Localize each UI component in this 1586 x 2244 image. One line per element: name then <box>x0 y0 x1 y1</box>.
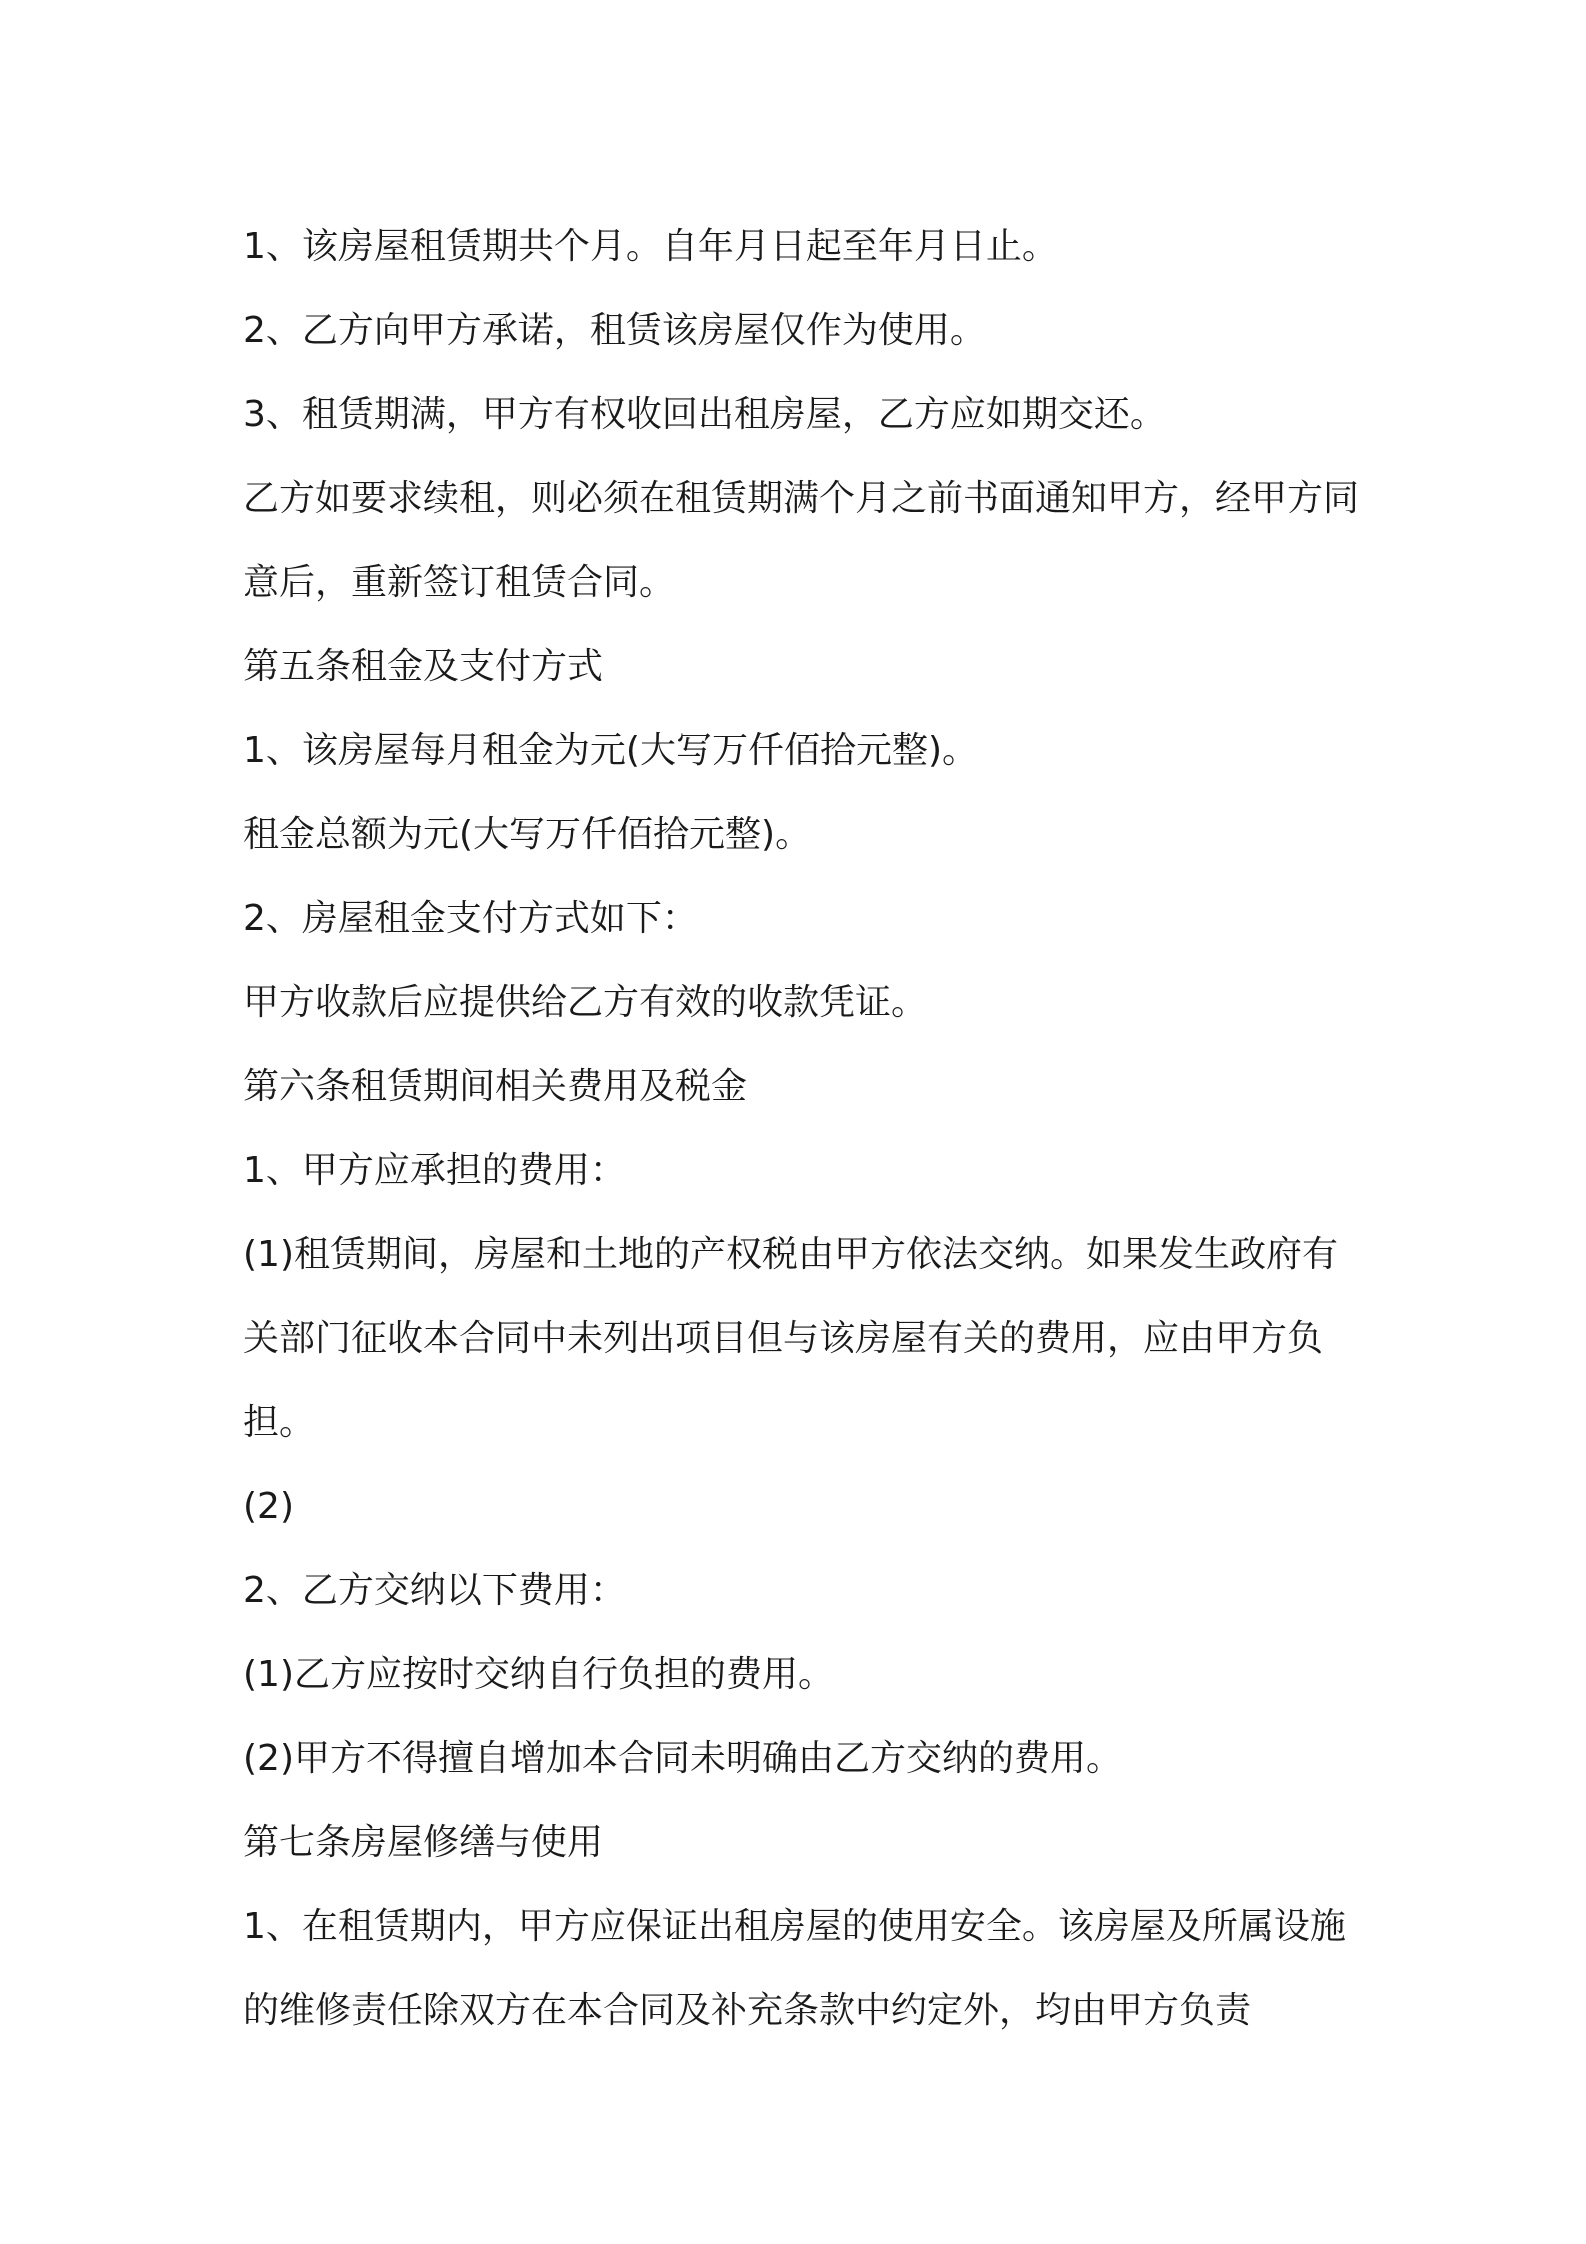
paragraph-property-tax: (1)租赁期间，房屋和土地的产权税由甲方依法交纳。如果发生政府有关部门征收本合同中未列出项目但与该房屋有关的费用，应由甲方负担。 <box>243 1234 1338 1443</box>
heading-article-6: 第六条租赁期间相关费用及税金 <box>243 1066 748 1107</box>
heading-article-5: 第五条租金及支付方式 <box>243 646 604 687</box>
paragraph-payment-method: 2、房屋租金支付方式如下： <box>243 898 698 939</box>
paragraph-renewal: 乙方如要求续租，则必须在租赁期满个月之前书面通知甲方，经甲方同意后，重新签订租赁合同。 <box>243 478 1360 603</box>
paragraph-receipt: 甲方收款后应提供给乙方有效的收款凭证。 <box>243 982 928 1023</box>
heading-article-7: 第七条房屋修缮与使用 <box>243 1822 604 1863</box>
paragraph-no-extra-fees: (2)甲方不得擅自增加本合同未明确由乙方交纳的费用。 <box>243 1738 1122 1779</box>
paragraph-repair-safety: 1、在租赁期内，甲方应保证出租房屋的使用安全。该房屋及所属设施的维修责任除双方在本合同及补充条款中约定外，均由甲方负责 <box>243 1906 1346 2031</box>
paragraph-party-b-fees: 2、乙方交纳以下费用： <box>243 1570 626 1611</box>
document-body <box>243 205 1361 2053</box>
paragraph-lease-expiry: 3、租赁期满，甲方有权收回出租房屋，乙方应如期交还。 <box>243 394 1166 435</box>
paragraph-usage-promise: 2、乙方向甲方承诺，租赁该房屋仅作为使用。 <box>243 310 986 351</box>
paragraph-party-b-pay-on-time: (1)乙方应按时交纳自行负担的费用。 <box>243 1654 834 1695</box>
paragraph-lease-term: 1、该房屋租赁期共个月。自年月日起至年月日止。 <box>243 226 1058 267</box>
paragraph-total-rent: 租金总额为元(大写万仟佰拾元整)。 <box>243 814 812 855</box>
paragraph-item-2-blank: (2) <box>243 1486 294 1527</box>
paragraph-party-a-fees: 1、甲方应承担的费用： <box>243 1150 626 1191</box>
paragraph-monthly-rent: 1、该房屋每月租金为元(大写万仟佰拾元整)。 <box>243 730 978 771</box>
